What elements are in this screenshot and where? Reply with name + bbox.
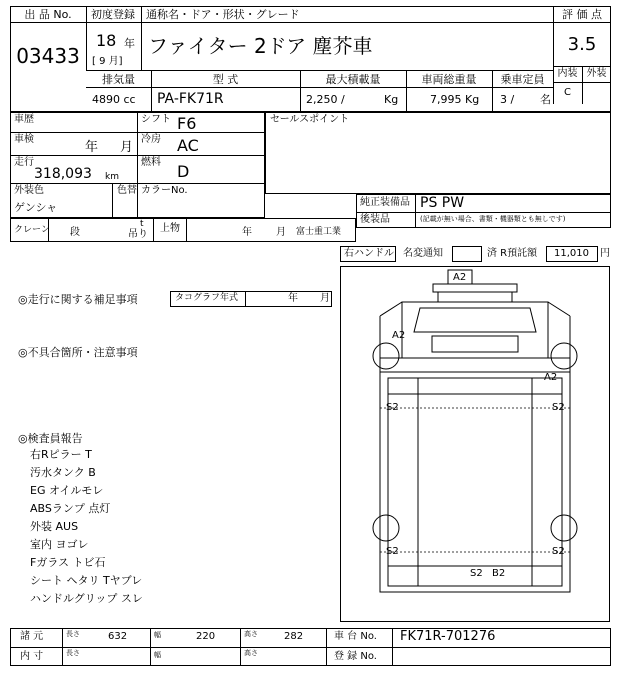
recycle-amount: 11,010: [554, 248, 589, 259]
model-label: 型 式: [212, 73, 239, 86]
max-load-label: 最大積載量: [325, 73, 381, 86]
cooling-value: AC: [177, 136, 199, 155]
report-line: 室内 ヨゴレ: [30, 538, 89, 551]
mileage-label: 走行: [14, 157, 34, 168]
yen-unit: 円: [600, 248, 610, 259]
max-load-value: 2,250 /: [306, 93, 345, 106]
model-value: PA-FK71R: [157, 91, 224, 107]
mileage-value: 318,093: [34, 166, 92, 182]
shift-value: F6: [177, 114, 197, 133]
damage-mark: S2: [552, 402, 565, 413]
tacho-month-unit: 月: [320, 293, 330, 304]
width-label-2: 幅: [154, 651, 161, 659]
fuel-label: 燃料: [141, 157, 161, 168]
gross-weight-label: 車両総重量: [421, 73, 477, 86]
dan-label: 段: [70, 227, 80, 238]
mileage-unit: km: [105, 172, 119, 182]
score-label: 評 価 点: [562, 8, 602, 21]
damage-mark: A2: [544, 372, 558, 383]
sales-point-label: セールスポイント: [270, 114, 350, 125]
height-value: 282: [284, 631, 304, 642]
history-label: 車歴: [14, 114, 34, 125]
lot-no-label: 出 品 No.: [24, 8, 72, 21]
damage-mark: S2: [386, 402, 399, 413]
handle-value: 右ハンドル: [344, 248, 394, 259]
vehicle-name: ファイター 2ドア 塵芥車: [148, 34, 373, 58]
report-line: 右Rピラー T: [30, 448, 92, 461]
damage-mark: S2: [552, 546, 565, 557]
color-code-label: カラーNo.: [141, 185, 188, 196]
defects-heading: ◎不具合箇所・注意事項: [18, 346, 138, 359]
chassis-label: 車 台 No.: [334, 631, 377, 642]
color-no-label: 色替: [117, 185, 137, 196]
damage-mark: A2: [392, 330, 406, 341]
reg-label: 登 録 No.: [334, 651, 377, 662]
tacho-label: タコグラフ年式: [175, 293, 239, 303]
cooling-label: 冷房: [141, 134, 161, 145]
lot-no-value: 03433: [16, 44, 80, 68]
equipment-label: 純正装備品: [360, 197, 410, 208]
interior-dim-label: 内 寸: [20, 651, 44, 662]
report-line: シート ヘタリ Tヤブレ: [30, 574, 143, 587]
interior-label: 内装: [557, 68, 578, 79]
retrofit-label: 後装品: [360, 214, 390, 225]
first-reg-label: 初度登録: [91, 8, 135, 21]
damage-mark: S2: [386, 546, 399, 557]
length-value: 632: [108, 631, 128, 642]
gross-weight-value: 7,995 Kg: [430, 93, 480, 106]
inspection-label: 車検: [14, 134, 34, 145]
capacity-value: 3 /: [500, 93, 515, 106]
year-unit: 年: [124, 37, 135, 50]
report-line: 汚水タンク B: [30, 466, 96, 479]
tax-label: 済 R預託額: [487, 248, 538, 259]
capacity-label: 乗車定員: [500, 73, 545, 86]
grade-label: 通称名・ドア・形状・グレード: [146, 8, 300, 21]
crane-label: クレーン: [14, 225, 50, 235]
interior-score: C: [564, 87, 571, 98]
report-line: 外装 AUS: [30, 520, 79, 533]
exterior-color-value: ゲンシャ: [14, 201, 58, 214]
exterior-label: 外装: [586, 68, 607, 79]
inspection-month-unit: 月: [120, 140, 134, 155]
damage-mark: B2: [492, 568, 506, 579]
equipment-value: PS PW: [420, 195, 465, 211]
shift-label: シフト: [141, 114, 171, 125]
damage-mark: S2: [470, 568, 483, 579]
retrofit-note: (記載が無い場合、書類・機器類とも無しです): [420, 215, 566, 223]
width-value: 220: [196, 631, 216, 642]
upper-month-unit: 月: [276, 227, 286, 238]
inspection-year-unit: 年: [85, 140, 99, 155]
inspector-report-heading: ◎検査員報告: [18, 432, 83, 445]
name-change-box: [452, 246, 482, 262]
name-change-label: 名変通知: [403, 248, 443, 259]
report-line: ABSランプ 点灯: [30, 502, 111, 515]
report-line: ハンドルグリップ スレ: [30, 592, 143, 605]
tacho-year-unit: 年: [288, 293, 298, 304]
displacement-value: 4890 cc: [92, 93, 136, 106]
width-label: 幅: [154, 631, 161, 639]
truck-diagram: [340, 266, 610, 622]
score-value: 3.5: [567, 34, 597, 55]
tsuri-label: 吊り: [128, 229, 148, 240]
capacity-unit: 名: [540, 93, 551, 106]
upper-year-unit: 年: [242, 227, 252, 238]
height-label: 高さ: [244, 630, 258, 638]
height-label-2: 高さ: [244, 649, 258, 657]
report-line: EG オイルモレ: [30, 484, 104, 497]
month-value: [ 9 月]: [92, 56, 123, 67]
tsuri-t-label: t: [140, 219, 144, 229]
exterior-color-label: 外装色: [14, 185, 44, 196]
length-label-2: 長さ: [66, 649, 80, 657]
fuel-value: D: [177, 162, 190, 181]
upper-maker: 富士重工業: [296, 227, 342, 237]
driving-notes-heading: ◎走行に関する補足事項: [18, 293, 138, 306]
damage-mark: A2: [453, 272, 467, 283]
upper-label: 上物: [160, 223, 180, 234]
max-load-unit: Kg: [384, 93, 399, 106]
shokugen-label: 諸 元: [20, 631, 44, 642]
displacement-label: 排気量: [102, 73, 135, 86]
report-line: Fガラス トビ石: [30, 556, 106, 569]
chassis-no: FK71R-701276: [400, 629, 496, 644]
year-value: 18: [96, 31, 117, 50]
length-label: 長さ: [66, 630, 80, 638]
